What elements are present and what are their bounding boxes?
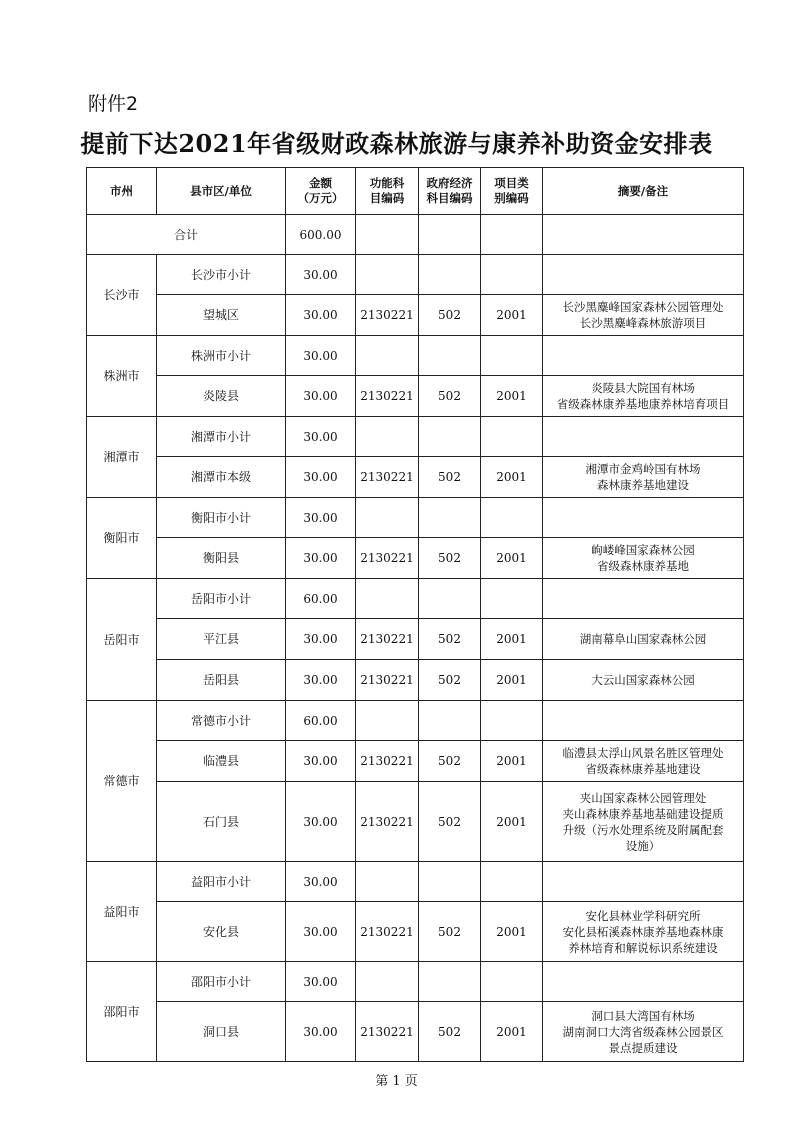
econ-code-cell: 502 <box>419 1002 481 1062</box>
city-name: 岳阳市 <box>87 579 157 701</box>
empty-cell <box>481 498 543 538</box>
header-row <box>87 168 744 215</box>
subtotal-amount: 30.00 <box>286 962 356 1002</box>
amount-cell: 30.00 <box>286 457 356 498</box>
empty-cell <box>419 701 481 741</box>
empty-cell <box>419 417 481 457</box>
empty-cell <box>481 962 543 1002</box>
county-name: 平江县 <box>157 619 286 660</box>
func-code-cell: 2130221 <box>356 1002 419 1062</box>
county-name: 湘潭市本级 <box>157 457 286 498</box>
empty-cell <box>356 336 419 376</box>
empty-cell <box>356 498 419 538</box>
table-row <box>87 538 744 579</box>
subtotal-row <box>87 336 744 376</box>
table-row <box>87 295 744 336</box>
table-row <box>87 741 744 782</box>
county-name: 衡阳县 <box>157 538 286 579</box>
empty-cell <box>419 579 481 619</box>
total-row <box>87 215 744 255</box>
amount-cell: 30.00 <box>286 660 356 701</box>
func-code-cell: 2130221 <box>356 782 419 862</box>
proj-code-cell: 2001 <box>481 457 543 498</box>
subtotal-label: 长沙市小计 <box>157 255 286 295</box>
empty-cell <box>356 255 419 295</box>
func-code-cell: 2130221 <box>356 741 419 782</box>
subtotal-amount: 60.00 <box>286 579 356 619</box>
func-code-cell: 2130221 <box>356 295 419 336</box>
subtotal-row <box>87 862 744 902</box>
note-cell: 夹山国家森林公园管理处 夹山森林康养基地基础建设提质 升级（污水处理系统及附属配套 设施） <box>543 782 744 862</box>
county-name: 炎陵县 <box>157 376 286 417</box>
amount-cell: 30.00 <box>286 376 356 417</box>
note-cell: 临澧县太浮山风景名胜区管理处 省级森林康养基地建设 <box>543 741 744 782</box>
empty-cell <box>356 701 419 741</box>
empty-cell <box>543 579 744 619</box>
header-amount: 金额 （万元） <box>286 168 356 215</box>
total-amount: 600.00 <box>286 215 356 255</box>
table-row <box>87 376 744 417</box>
note-cell: 岣嵝峰国家森林公园 省级森林康养基地 <box>543 538 744 579</box>
empty-cell <box>543 336 744 376</box>
econ-code-cell: 502 <box>419 295 481 336</box>
table-row <box>87 902 744 962</box>
empty-cell <box>356 215 419 255</box>
proj-code-cell: 2001 <box>481 376 543 417</box>
proj-code-cell: 2001 <box>481 619 543 660</box>
header-econ-code: 政府经济 科目编码 <box>419 168 481 215</box>
empty-cell <box>419 336 481 376</box>
empty-cell <box>543 701 744 741</box>
empty-cell <box>481 579 543 619</box>
empty-cell <box>543 417 744 457</box>
proj-code-cell: 2001 <box>481 295 543 336</box>
empty-cell <box>543 862 744 902</box>
empty-cell <box>481 862 543 902</box>
proj-code-cell: 2001 <box>481 782 543 862</box>
func-code-cell: 2130221 <box>356 376 419 417</box>
attachment-label: 附件2 <box>88 93 139 115</box>
func-code-cell: 2130221 <box>356 902 419 962</box>
county-name: 安化县 <box>157 902 286 962</box>
subtotal-label: 湘潭市小计 <box>157 417 286 457</box>
amount-cell: 30.00 <box>286 1002 356 1062</box>
city-name: 长沙市 <box>87 255 157 336</box>
note-cell: 安化县林业学科研究所 安化县柘溪森林康养基地森林康 养林培育和解说标识系统建设 <box>543 902 744 962</box>
empty-cell <box>481 417 543 457</box>
empty-cell <box>481 255 543 295</box>
empty-cell <box>356 862 419 902</box>
empty-cell <box>543 255 744 295</box>
county-name: 石门县 <box>157 782 286 862</box>
empty-cell <box>543 498 744 538</box>
func-code-cell: 2130221 <box>356 619 419 660</box>
subtotal-row <box>87 579 744 619</box>
subtotal-row <box>87 417 744 457</box>
func-code-cell: 2130221 <box>356 457 419 498</box>
econ-code-cell: 502 <box>419 741 481 782</box>
subtotal-row <box>87 498 744 538</box>
amount-cell: 30.00 <box>286 782 356 862</box>
empty-cell <box>356 417 419 457</box>
city-name: 湘潭市 <box>87 417 157 498</box>
city-name: 衡阳市 <box>87 498 157 579</box>
note-cell: 长沙黑麋峰国家森林公园管理处 长沙黑麋峰森林旅游项目 <box>543 295 744 336</box>
table-row <box>87 782 744 862</box>
subtotal-row <box>87 962 744 1002</box>
proj-code-cell: 2001 <box>481 538 543 579</box>
empty-cell <box>356 579 419 619</box>
econ-code-cell: 502 <box>419 619 481 660</box>
empty-cell <box>543 215 744 255</box>
empty-cell <box>543 962 744 1002</box>
header-county: 县市区/单位 <box>157 168 286 215</box>
subtotal-row <box>87 701 744 741</box>
empty-cell <box>419 215 481 255</box>
proj-code-cell: 2001 <box>481 741 543 782</box>
county-name: 望城区 <box>157 295 286 336</box>
amount-cell: 30.00 <box>286 619 356 660</box>
subtotal-label: 株洲市小计 <box>157 336 286 376</box>
total-label: 合计 <box>87 215 286 255</box>
empty-cell <box>419 862 481 902</box>
proj-code-cell: 2001 <box>481 1002 543 1062</box>
county-name: 临澧县 <box>157 741 286 782</box>
func-code-cell: 2130221 <box>356 538 419 579</box>
header-note: 摘要/备注 <box>543 168 744 215</box>
econ-code-cell: 502 <box>419 902 481 962</box>
table-row <box>87 619 744 660</box>
subtotal-amount: 30.00 <box>286 255 356 295</box>
amount-cell: 30.00 <box>286 902 356 962</box>
econ-code-cell: 502 <box>419 538 481 579</box>
city-name: 益阳市 <box>87 862 157 962</box>
allocation-table <box>86 167 744 1062</box>
page-title: 提前下达2021年省级财政森林旅游与康养补助资金安排表 <box>80 129 713 158</box>
subtotal-label: 常德市小计 <box>157 701 286 741</box>
city-name: 邵阳市 <box>87 962 157 1062</box>
city-name: 株洲市 <box>87 336 157 417</box>
empty-cell <box>481 215 543 255</box>
empty-cell <box>356 962 419 1002</box>
subtotal-label: 邵阳市小计 <box>157 962 286 1002</box>
proj-code-cell: 2001 <box>481 902 543 962</box>
subtotal-row <box>87 255 744 295</box>
func-code-cell: 2130221 <box>356 660 419 701</box>
subtotal-label: 衡阳市小计 <box>157 498 286 538</box>
county-name: 洞口县 <box>157 1002 286 1062</box>
amount-cell: 30.00 <box>286 538 356 579</box>
econ-code-cell: 502 <box>419 782 481 862</box>
city-name: 常德市 <box>87 701 157 862</box>
econ-code-cell: 502 <box>419 376 481 417</box>
proj-code-cell: 2001 <box>481 660 543 701</box>
subtotal-label: 岳阳市小计 <box>157 579 286 619</box>
subtotal-amount: 30.00 <box>286 417 356 457</box>
empty-cell <box>419 255 481 295</box>
header-proj-code: 项目类 别编码 <box>481 168 543 215</box>
header-func-code: 功能科 目编码 <box>356 168 419 215</box>
empty-cell <box>481 701 543 741</box>
econ-code-cell: 502 <box>419 660 481 701</box>
econ-code-cell: 502 <box>419 457 481 498</box>
county-name: 岳阳县 <box>157 660 286 701</box>
subtotal-amount: 30.00 <box>286 862 356 902</box>
page-number: 第 1 页 <box>375 1074 418 1089</box>
amount-cell: 30.00 <box>286 295 356 336</box>
table-row <box>87 1002 744 1062</box>
table-row <box>87 457 744 498</box>
subtotal-amount: 30.00 <box>286 498 356 538</box>
table-row <box>87 660 744 701</box>
subtotal-label: 益阳市小计 <box>157 862 286 902</box>
note-cell: 大云山国家森林公园 <box>543 660 744 701</box>
subtotal-amount: 60.00 <box>286 701 356 741</box>
subtotal-amount: 30.00 <box>286 336 356 376</box>
note-cell: 湖南幕阜山国家森林公园 <box>543 619 744 660</box>
header-city: 市州 <box>87 168 157 215</box>
note-cell: 炎陵县大院国有林场 省级森林康养基地康养林培育项目 <box>543 376 744 417</box>
empty-cell <box>419 498 481 538</box>
amount-cell: 30.00 <box>286 741 356 782</box>
empty-cell <box>419 962 481 1002</box>
note-cell: 湘潭市金鸡岭国有林场 森林康养基地建设 <box>543 457 744 498</box>
note-cell: 洞口县大湾国有林场 湖南洞口大湾省级森林公园景区 景点提质建设 <box>543 1002 744 1062</box>
empty-cell <box>481 336 543 376</box>
